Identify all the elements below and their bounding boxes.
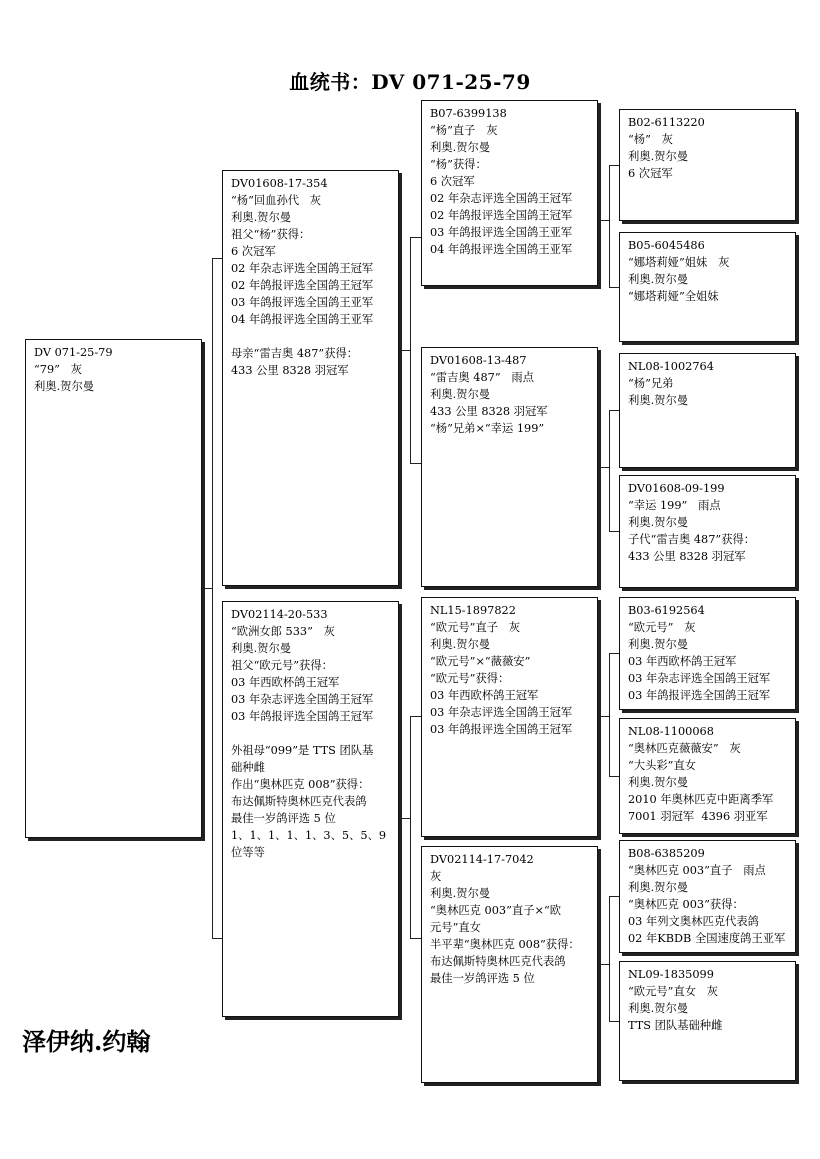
ring-number: NL15-1897822 — [430, 604, 516, 617]
card-line: 03 年杂志评选全国鸽王冠军 — [628, 672, 771, 685]
card-line — [231, 328, 398, 345]
card-line: 02 年鸽报评选全国鸽王冠军 — [430, 209, 573, 222]
connector-line — [609, 896, 610, 1021]
card-line: 最佳一岁鸽评选 5 位 — [231, 812, 336, 825]
connector-line — [609, 896, 619, 897]
card-line: 祖父“欧元号”获得： — [231, 659, 333, 672]
card-sire-dam-dam — [619, 475, 796, 588]
connector-line — [410, 463, 421, 464]
card-line: “杨”回血孙代 灰 — [231, 194, 322, 207]
card-line: 03 年西欧杯鸽王冠军 — [430, 689, 539, 702]
ring-number: B02-6113220 — [628, 116, 705, 129]
card-line: “杨”直子 灰 — [430, 124, 498, 137]
connector-line — [609, 287, 619, 288]
connector-line — [598, 220, 609, 221]
card-line: “娜塔莉娅”姐妹 灰 — [628, 256, 730, 269]
card-line: 利奥.贺尔曼 — [628, 1002, 689, 1015]
connector-line — [598, 467, 609, 468]
card-line: 03 年鸽报评选全国鸽王冠军 — [430, 723, 573, 736]
card-dam-sire-sire — [619, 597, 796, 710]
card-dam-dam-dam — [619, 961, 796, 1081]
card-line: 03 年鸽报评选全国鸽王亚军 — [231, 296, 374, 309]
card-line: “奥林匹克 003”获得： — [628, 898, 744, 911]
card-line: 利奥.贺尔曼 — [231, 211, 292, 224]
card-line: 03 年西欧杯鸽王冠军 — [231, 676, 340, 689]
connector-line — [202, 588, 212, 589]
card-line: 外祖母“099”是 TTS 团队基 — [231, 744, 374, 757]
card-line: “大头彩”直女 — [628, 759, 697, 772]
card-line: 03 年鸽报评选全国鸽王冠军 — [628, 689, 771, 702]
card-line: “杨”兄弟×“幸运 199” — [430, 422, 545, 435]
card-line: 2010 年奥林匹克中距离季军 — [628, 793, 774, 806]
card-line: 子代“雷吉奥 487”获得： — [628, 533, 756, 546]
connector-line — [598, 716, 609, 717]
card-sire-dam — [421, 347, 598, 587]
card-line: 1、1、1、1、1、3、5、5、9 — [231, 829, 387, 842]
connector-line — [399, 818, 410, 819]
owner-name: 泽伊纳.约翰 — [22, 1027, 151, 1056]
connector-line — [609, 776, 619, 777]
card-line: 利奥.贺尔曼 — [628, 273, 689, 286]
card-line: 母亲“雷吉奥 487”获得： — [231, 347, 359, 360]
card-line: 利奥.贺尔曼 — [628, 516, 689, 529]
card-sire — [222, 170, 399, 586]
card-line — [231, 725, 398, 742]
card-line: 7001 羽冠军 4396 羽亚军 — [628, 810, 768, 823]
card-line: 03 年杂志评选全国鸽王冠军 — [430, 706, 573, 719]
card-sire-dam-sire — [619, 353, 796, 468]
ring-number: DV 071-25-79 — [34, 346, 113, 359]
card-line: 利奥.贺尔曼 — [628, 150, 689, 163]
card-line: 灰 — [430, 870, 442, 883]
card-line: 03 年鸽报评选全国鸽王冠军 — [231, 710, 374, 723]
card-line: 利奥.贺尔曼 — [430, 141, 491, 154]
connector-line — [609, 653, 610, 776]
card-line: 祖父“杨”获得： — [231, 228, 311, 241]
card-line: 04 年鸽报评选全国鸽王亚军 — [231, 313, 374, 326]
card-line: 6 次冠军 — [231, 245, 276, 258]
card-line: 433 公里 8328 羽冠军 — [430, 405, 548, 418]
card-line: “奥林匹克薇薇安” 灰 — [628, 742, 741, 755]
card-line: “杨”获得： — [430, 158, 487, 171]
connector-line — [609, 410, 619, 411]
card-line: 433 公里 8328 羽冠军 — [231, 364, 349, 377]
card-line: “雷吉奥 487” 雨点 — [430, 371, 534, 384]
card-line: “欧元号” 灰 — [628, 621, 696, 634]
card-line: 利奥.贺尔曼 — [34, 380, 95, 393]
card-dam-dam — [421, 846, 598, 1083]
card-line: 利奥.贺尔曼 — [628, 638, 689, 651]
card-line: 6 次冠军 — [430, 175, 475, 188]
ring-number: B07-6399138 — [430, 107, 507, 120]
connector-line — [609, 410, 610, 531]
ring-number: B03-6192564 — [628, 604, 705, 617]
card-line: 利奥.贺尔曼 — [430, 388, 491, 401]
ring-number: DV01608-13-487 — [430, 354, 527, 367]
card-line: “娜塔莉娅”全姐妹 — [628, 290, 719, 303]
card-line: “杨”兄弟 — [628, 377, 674, 390]
card-line: 04 年鸽报评选全国鸽王亚军 — [430, 243, 573, 256]
card-line: “欧元号”×“薇薇安” — [430, 655, 531, 668]
card-line: “欧元号”获得： — [430, 672, 510, 685]
card-line: 03 年杂志评选全国鸽王冠军 — [231, 693, 374, 706]
card-line: 半平辈“奥林匹克 008”获得： — [430, 938, 580, 951]
connector-line — [410, 716, 421, 717]
connector-line — [212, 258, 222, 259]
card-line: 433 公里 8328 羽冠军 — [628, 550, 746, 563]
ring-number: DV01608-09-199 — [628, 482, 725, 495]
card-line: 利奥.贺尔曼 — [430, 638, 491, 651]
card-line: 03 年鸽报评选全国鸽王亚军 — [430, 226, 573, 239]
card-line: “幸运 199” 雨点 — [628, 499, 721, 512]
connector-line — [609, 653, 619, 654]
card-line: 02 年杂志评选全国鸽王冠军 — [231, 262, 374, 275]
card-sire-sire — [421, 100, 598, 286]
card-line: 元号”直女 — [430, 921, 481, 934]
connector-line — [410, 237, 421, 238]
ring-number: B08-6385209 — [628, 847, 705, 860]
card-line: 布达佩斯特奥林匹克代表鸽 — [430, 955, 566, 968]
card-line: 利奥.贺尔曼 — [628, 394, 689, 407]
card-line: “欧元号”直子 灰 — [430, 621, 521, 634]
card-dam — [222, 601, 399, 1017]
ring-number: NL09-1835099 — [628, 968, 714, 981]
card-line: 础种雌 — [231, 761, 265, 774]
connector-line — [410, 716, 411, 938]
card-line: 利奥.贺尔曼 — [628, 881, 689, 894]
card-line: 利奥.贺尔曼 — [231, 642, 292, 655]
ring-number: DV02114-20-533 — [231, 608, 328, 621]
card-line: 布达佩斯特奥林匹克代表鸽 — [231, 795, 367, 808]
card-line: 最佳一岁鸽评选 5 位 — [430, 972, 535, 985]
card-line: “奥林匹克 003”直子 雨点 — [628, 864, 766, 877]
card-subject — [25, 339, 202, 838]
connector-line — [410, 237, 411, 463]
card-line: “欧元号”直女 灰 — [628, 985, 719, 998]
card-line: 位等等 — [231, 846, 265, 859]
connector-line — [609, 165, 619, 166]
connector-line — [609, 165, 610, 287]
connector-line — [410, 938, 421, 939]
card-sire-sire-dam — [619, 232, 796, 342]
card-line: 02 年鸽报评选全国鸽王冠军 — [231, 279, 374, 292]
card-line: “奥林匹克 003”直子×“欧 — [430, 904, 562, 917]
card-line: 02 年杂志评选全国鸽王冠军 — [430, 192, 573, 205]
card-line: 03 年列文奥林匹克代表鸽 — [628, 915, 759, 928]
card-sire-sire-sire — [619, 109, 796, 221]
ring-number: NL08-1100068 — [628, 725, 714, 738]
connector-line — [609, 531, 619, 532]
connector-line — [399, 350, 410, 351]
ring-number: NL08-1002764 — [628, 360, 714, 373]
connector-line — [212, 258, 213, 938]
pedigree-title: 血统书：DV 071-25-79 — [289, 70, 531, 94]
ring-number: DV02114-17-7042 — [430, 853, 534, 866]
connector-line — [212, 938, 222, 939]
card-line: 6 次冠军 — [628, 167, 673, 180]
card-line: “杨” 灰 — [628, 133, 673, 146]
card-line: 作出“奥林匹克 008”获得： — [231, 778, 370, 791]
ring-number: DV01608-17-354 — [231, 177, 328, 190]
card-line: 03 年西欧杯鸽王冠军 — [628, 655, 737, 668]
card-line: 利奥.贺尔曼 — [628, 776, 689, 789]
card-dam-dam-sire — [619, 840, 796, 953]
ring-number: B05-6045486 — [628, 239, 705, 252]
connector-line — [609, 1021, 619, 1022]
card-dam-sire — [421, 597, 598, 837]
card-line: 利奥.贺尔曼 — [430, 887, 491, 900]
card-line: “79” 灰 — [34, 363, 82, 376]
card-line: “欧洲女郎 533” 灰 — [231, 625, 335, 638]
card-line: TTS 团队基础种雌 — [628, 1019, 723, 1032]
card-dam-sire-dam — [619, 718, 796, 834]
card-line: 02 年KBDB 全国速度鸽王亚军 — [628, 932, 786, 945]
connector-line — [598, 964, 609, 965]
